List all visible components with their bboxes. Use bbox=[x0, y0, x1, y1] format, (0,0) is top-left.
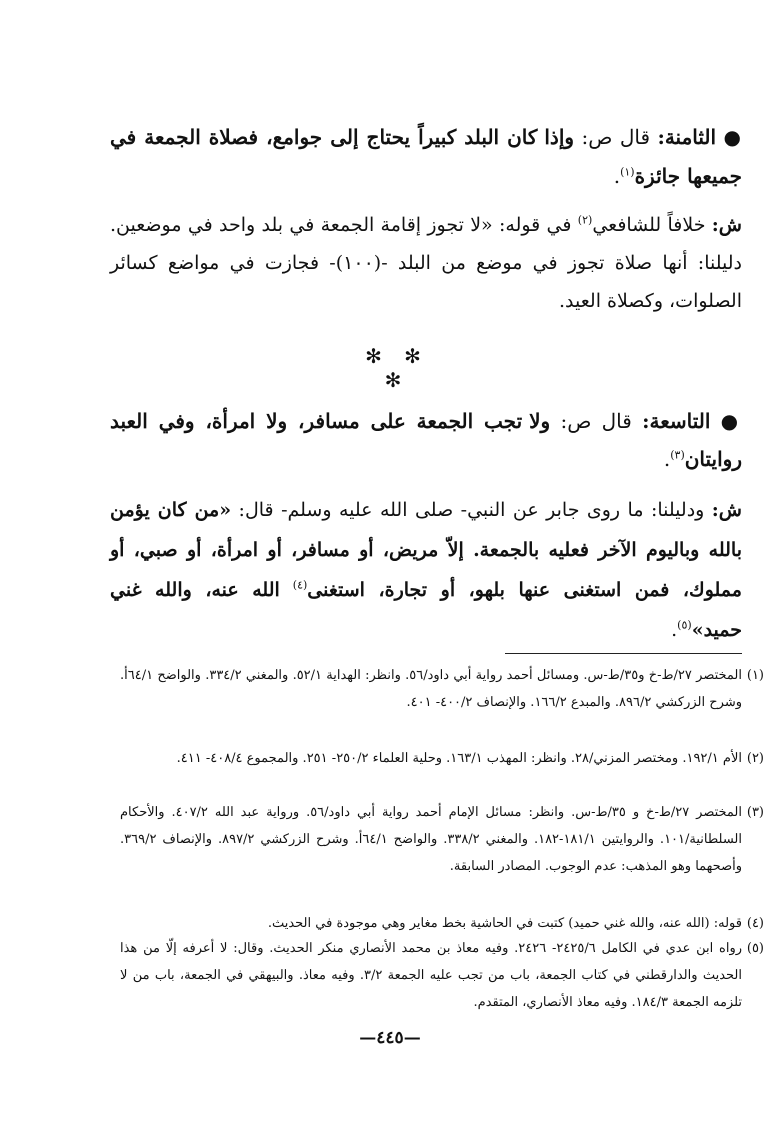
footnote-2 bbox=[120, 745, 764, 772]
commentary-nine-paragraph: ش: ودليلنا: ما روى جابر عن النبي- صلى الله عليه وسلم- قال: «من كان يؤمن بالله وباليوم الآخر فعليه بالجمعة. إلاّ مريض، أو مسافر، أو امرأة، أو صبي، أو مملوك، فمن استغنى عنها بلهو، أو تجارة، استغنى$^{(٤)}$ الله عنه، والله غني حميد»$^{(٥)}$. bbox=[110, 499, 743, 641]
hadith-quote-end: الله عنه، والله غني حميد» bbox=[110, 579, 742, 641]
section-divider-stars: ✻ ✻ ✻ bbox=[365, 344, 429, 392]
issue-intro: قال ص: bbox=[581, 125, 651, 149]
hadith-quote: «من كان يؤمن بالله وباليوم الآخر فعليه بالجمعة. إلاّ مريض، أو مسافر، أو امرأة، أو صبي، أو مملوك، فمن استغنى عنها بلهو، أو تجارة، استغنى bbox=[110, 499, 742, 601]
page-number: —٤٤٥— bbox=[359, 1028, 421, 1048]
footnote-text: رواه ابن عدي في الكامل ٢٤٢٥/٦- ٢٤٢٦. وفيه معاذ بن محمد الأنصاري منكر الحديث. وقال: لا أعرفه إلّا من هذا الحديث والدارقطني في كتاب الجمعة، باب من تجب عليه الجمعة ٣/٢. وفيه معاذ. والبيهقي في الجمعة، باب من لا تلزمه الجمعة ١٨٤/٣. وفيه معاذ الأنصاري، المتقدم. bbox=[120, 941, 743, 1010]
issue-eight-paragraph: ● الثامنة: قال ص: وإذا كان البلد كبيراً يحتاج إلى جوامع، فصلاة الجمعة في جميعها جائزة$^{(١)}$. bbox=[110, 125, 743, 188]
footnote-3 bbox=[120, 799, 764, 880]
footnote-ref-1[interactable]: (١) bbox=[620, 165, 635, 179]
issue-label: الثامنة: bbox=[657, 125, 717, 149]
footnote-text: المختصر ٢٧/ط-خ و٣٥/ط-س. ومسائل أحمد رواية أبي داود/٥٦. وانظر: الهداية ٥٢/١. والمغني ٣٣٤/٢. والواضح ٦٤/١أ. وشرح الزركشي ٨٩٦/٢. والمبدع ١٦٦/٢. والإنصاف ٤٠٠/٢- ٤٠١. bbox=[120, 668, 742, 710]
commentary-eight-paragraph: ش: خلافاً للشافعي$^{(٢)}$ في قوله: «لا تجوز إقامة الجمعة في بلد واحد في موضعين. دليلنا: أنها صلاة تجوز في موضع من البلد -(١٠٠)- فجازت في مواضع كسائر الصلوات، وكصلاة العيد. bbox=[110, 213, 743, 312]
commentary-label: ش: bbox=[711, 499, 743, 521]
footnote-number: (٤) bbox=[746, 916, 764, 931]
footnote-ref-4[interactable]: (٤) bbox=[292, 578, 308, 592]
bullet-icon: ● bbox=[720, 409, 743, 433]
footnote-ref-5[interactable]: (٥) bbox=[677, 618, 692, 632]
footnote-text: قوله: (الله عنه، والله غني حميد) كتبت في الحاشية بخط مغاير وهي موجودة في الحديث. bbox=[267, 916, 742, 931]
footnote-number: (٢) bbox=[746, 751, 764, 766]
issue-nine-paragraph: ● التاسعة: قال ص: ولا تجب الجمعة على مسافر، ولا امرأة، وفي العبد روايتان$^{(٣)}$. bbox=[110, 409, 743, 471]
footnote-1 bbox=[120, 662, 764, 716]
footnote-number: (١) bbox=[746, 668, 764, 683]
footnote-text: الأم ١٩٢/١. ومختصر المزني/٢٨. وانظر: المهذب ١٦٣/١. وحلية العلماء ٢٥٠/٢- ٢٥١. والمجموع ٤٠٨/٤- ٤١١. bbox=[176, 751, 742, 766]
footnote-5 bbox=[120, 935, 764, 1016]
footnote-number: (٥) bbox=[746, 941, 764, 956]
footnote-ref-3[interactable]: (٣) bbox=[670, 448, 685, 462]
issue-label: التاسعة: bbox=[642, 409, 711, 433]
issue-text: ولا تجب الجمعة على مسافر، ولا امرأة، وفي العبد روايتان bbox=[110, 409, 742, 471]
footnote-text: المختصر ٢٧/ط-خ و ٣٥/ط-س. وانظر: مسائل الإمام أحمد رواية أبي داود/٥٦. ورواية عبد الله ٤٠٧/٢. والأحكام السلطانية/١٠١. والروايتين ١٨١/١-١٨٢. والمغني ٣٣٨/٢. والواضح ٦٤/١أ. وشرح الزركشي ٨٩٧/٢. والإنصاف ٣٦٩/٢. وأصحهما وهو المذهب: عدم الوجوب. المصادر السابقة. bbox=[120, 805, 743, 874]
footnote-separator bbox=[505, 653, 742, 654]
issue-text: وإذا كان البلد كبيراً يحتاج إلى جوامع، فصلاة الجمعة في جميعها جائزة bbox=[110, 125, 742, 188]
footnote-ref-2[interactable]: (٢) bbox=[577, 213, 593, 227]
bullet-icon: ● bbox=[723, 125, 743, 149]
commentary-label: ش: bbox=[711, 214, 743, 236]
footnote-4 bbox=[120, 910, 764, 937]
footnote-number: (٣) bbox=[746, 805, 764, 820]
issue-intro: قال ص: bbox=[560, 409, 632, 433]
